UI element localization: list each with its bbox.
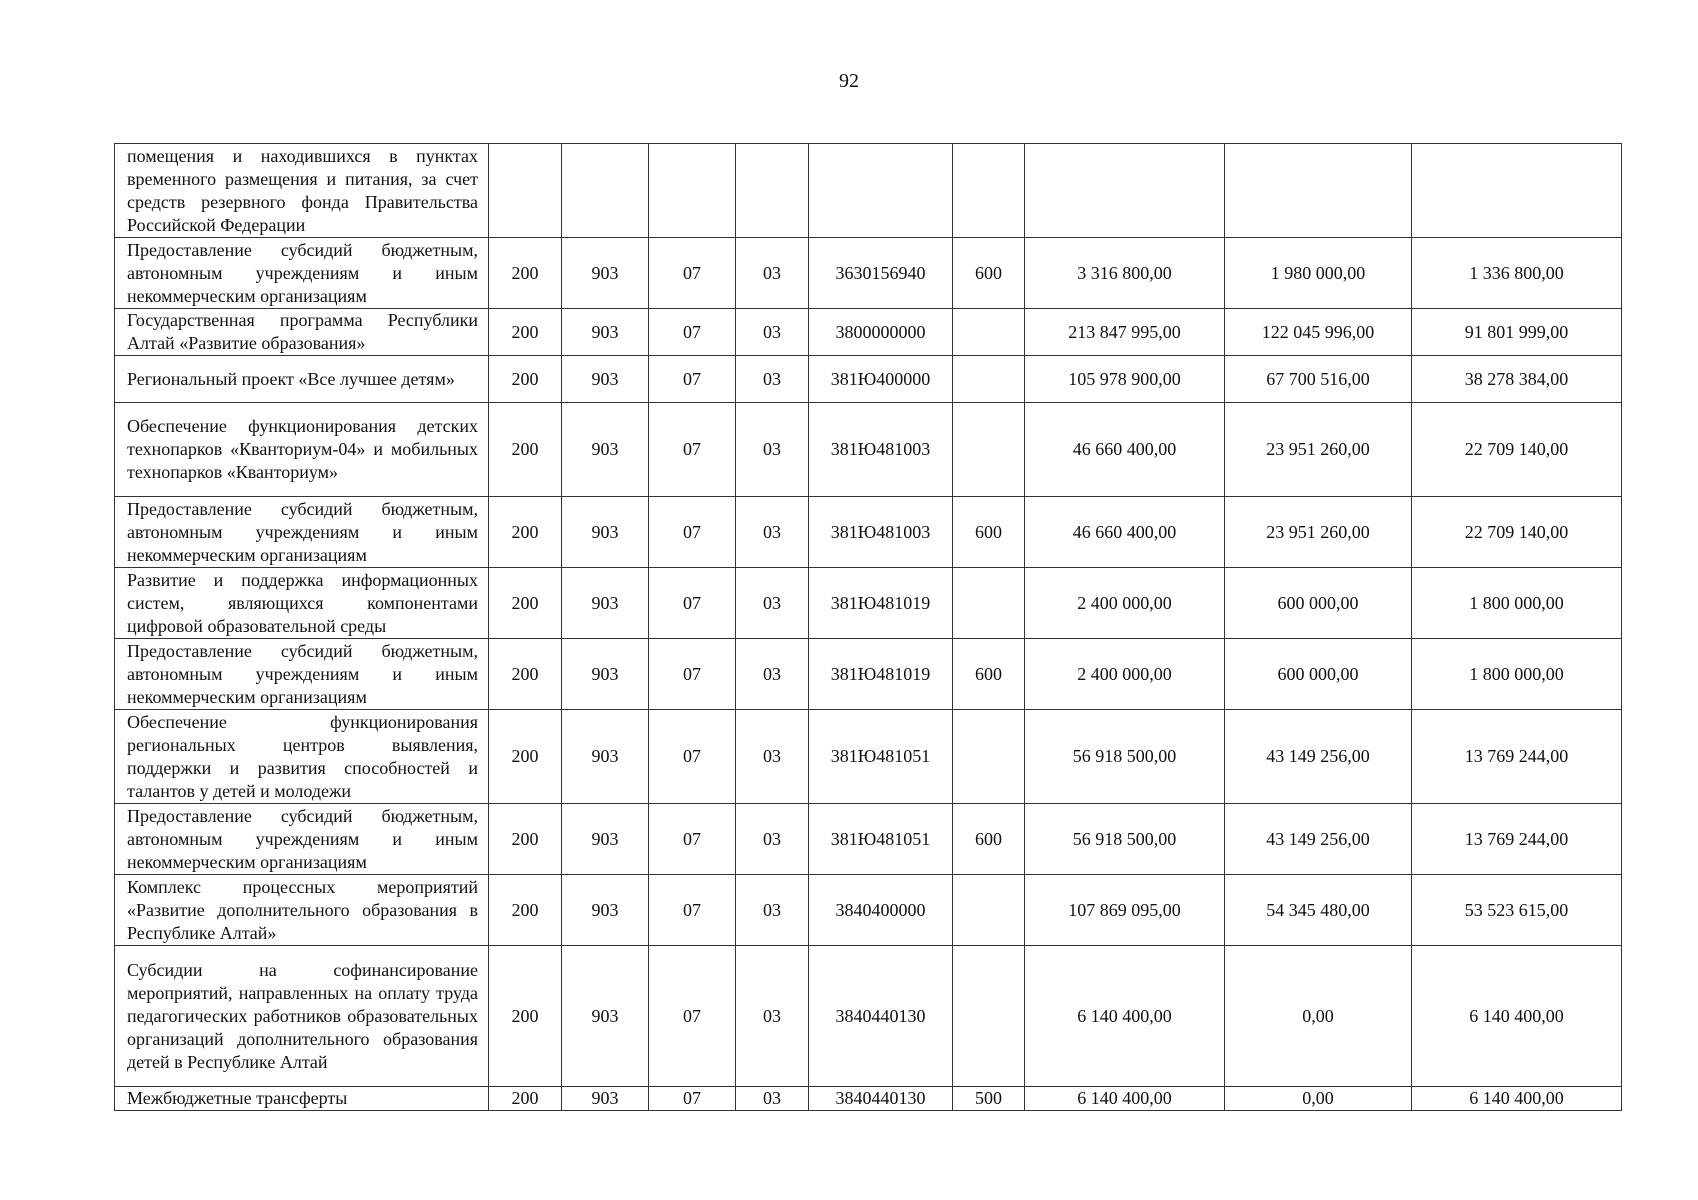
table-row	[115, 710, 1622, 804]
target-article-cell: 381Ю481003	[809, 403, 953, 497]
admin-code-cell: 200	[489, 568, 562, 639]
total-amount-cell: 46 660 400,00	[1025, 403, 1225, 497]
page-number: 92	[839, 70, 859, 92]
admin-code-cell	[489, 144, 562, 238]
section-code-cell: 07	[649, 804, 736, 875]
subsection-code-cell: 03	[736, 568, 809, 639]
amount-column-2-cell: 1 800 000,00	[1412, 568, 1622, 639]
table-row	[115, 804, 1622, 875]
total-amount-cell: 56 918 500,00	[1025, 804, 1225, 875]
department-code-cell: 903	[562, 309, 649, 356]
budget-table	[114, 143, 1622, 1111]
subsection-code-cell: 03	[736, 403, 809, 497]
target-article-cell: 381Ю481051	[809, 710, 953, 804]
admin-code-cell: 200	[489, 497, 562, 568]
department-code-cell: 903	[562, 238, 649, 309]
amount-column-1-cell: 23 951 260,00	[1225, 403, 1412, 497]
department-code-cell: 903	[562, 639, 649, 710]
table-row	[115, 403, 1622, 497]
department-code-cell: 903	[562, 804, 649, 875]
total-amount-cell: 2 400 000,00	[1025, 568, 1225, 639]
total-amount-cell: 2 400 000,00	[1025, 639, 1225, 710]
amount-column-1-cell: 600 000,00	[1225, 568, 1412, 639]
section-code-cell: 07	[649, 238, 736, 309]
amount-column-1-cell: 1 980 000,00	[1225, 238, 1412, 309]
table-row	[115, 1087, 1622, 1111]
row-description-cell: Предоставление субсидий бюджетным, автономным учреждениям и иным некоммерческим организациям	[115, 639, 489, 710]
total-amount-cell: 107 869 095,00	[1025, 875, 1225, 946]
admin-code-cell: 200	[489, 309, 562, 356]
admin-code-cell: 200	[489, 946, 562, 1087]
subsection-code-cell: 03	[736, 710, 809, 804]
subsection-code-cell: 03	[736, 356, 809, 403]
total-amount-cell: 105 978 900,00	[1025, 356, 1225, 403]
target-article-cell: 381Ю481019	[809, 568, 953, 639]
target-article-cell: 3630156940	[809, 238, 953, 309]
total-amount-cell: 6 140 400,00	[1025, 946, 1225, 1087]
section-code-cell: 07	[649, 710, 736, 804]
subsection-code-cell: 03	[736, 1087, 809, 1111]
row-description-cell: Обеспечение функционирования региональных центров выявления, поддержки и развития способностей и талантов у детей и молодежи	[115, 710, 489, 804]
section-code-cell: 07	[649, 403, 736, 497]
table-row	[115, 568, 1622, 639]
row-description-cell: Субсидии на софинансирование мероприятий, направленных на оплату труда педагогических работников образовательных организаций дополнительного образования детей в Республике Алтай	[115, 946, 489, 1087]
amount-column-2-cell: 13 769 244,00	[1412, 710, 1622, 804]
target-article-cell: 3840440130	[809, 1087, 953, 1111]
subsection-code-cell: 03	[736, 804, 809, 875]
department-code-cell: 903	[562, 875, 649, 946]
row-description-cell: Предоставление субсидий бюджетным, автономным учреждениям и иным некоммерческим организациям	[115, 804, 489, 875]
expense-type-cell	[953, 875, 1025, 946]
subsection-code-cell: 03	[736, 639, 809, 710]
row-description-cell: Обеспечение функционирования детских технопарков «Кванториум-04» и мобильных технопарков «Кванториум»	[115, 403, 489, 497]
amount-column-2-cell: 1 336 800,00	[1412, 238, 1622, 309]
subsection-code-cell: 03	[736, 238, 809, 309]
department-code-cell: 903	[562, 568, 649, 639]
table-row	[115, 946, 1622, 1087]
row-description-cell: помещения и находившихся в пунктах временного размещения и питания, за счет средств резервного фонда Правительства Российской Федерации	[115, 144, 489, 238]
expense-type-cell	[953, 309, 1025, 356]
amount-column-1-cell: 54 345 480,00	[1225, 875, 1412, 946]
total-amount-cell: 213 847 995,00	[1025, 309, 1225, 356]
target-article-cell: 3840400000	[809, 875, 953, 946]
amount-column-1-cell: 0,00	[1225, 1087, 1412, 1111]
total-amount-cell: 46 660 400,00	[1025, 497, 1225, 568]
department-code-cell: 903	[562, 946, 649, 1087]
amount-column-1-cell: 600 000,00	[1225, 639, 1412, 710]
expense-type-cell: 600	[953, 804, 1025, 875]
table-row	[115, 238, 1622, 309]
row-description-cell: Предоставление субсидий бюджетным, автономным учреждениям и иным некоммерческим организациям	[115, 497, 489, 568]
target-article-cell	[809, 144, 953, 238]
section-code-cell: 07	[649, 356, 736, 403]
subsection-code-cell: 03	[736, 875, 809, 946]
subsection-code-cell: 03	[736, 497, 809, 568]
target-article-cell: 381Ю481051	[809, 804, 953, 875]
amount-column-2-cell: 22 709 140,00	[1412, 497, 1622, 568]
amount-column-2-cell	[1412, 144, 1622, 238]
subsection-code-cell: 03	[736, 309, 809, 356]
row-description-cell: Развитие и поддержка информационных систем, являющихся компонентами цифровой образовательной среды	[115, 568, 489, 639]
table-row	[115, 639, 1622, 710]
target-article-cell: 3800000000	[809, 309, 953, 356]
table-body	[115, 144, 1622, 1111]
row-description-cell: Предоставление субсидий бюджетным, автономным учреждениям и иным некоммерческим организациям	[115, 238, 489, 309]
admin-code-cell: 200	[489, 639, 562, 710]
target-article-cell: 381Ю481003	[809, 497, 953, 568]
amount-column-2-cell: 91 801 999,00	[1412, 309, 1622, 356]
expense-type-cell	[953, 356, 1025, 403]
row-description-cell: Региональный проект «Все лучшее детям»	[115, 356, 489, 403]
section-code-cell: 07	[649, 875, 736, 946]
amount-column-2-cell: 6 140 400,00	[1412, 946, 1622, 1087]
row-description-cell: Межбюджетные трансферты	[115, 1087, 489, 1111]
department-code-cell: 903	[562, 710, 649, 804]
subsection-code-cell: 03	[736, 946, 809, 1087]
expense-type-cell	[953, 710, 1025, 804]
expense-type-cell: 600	[953, 238, 1025, 309]
admin-code-cell: 200	[489, 710, 562, 804]
table-row	[115, 309, 1622, 356]
row-description-cell: Государственная программа Республики Алтай «Развитие образования»	[115, 309, 489, 356]
admin-code-cell: 200	[489, 403, 562, 497]
amount-column-1-cell: 0,00	[1225, 946, 1412, 1087]
expense-type-cell	[953, 568, 1025, 639]
amount-column-2-cell: 38 278 384,00	[1412, 356, 1622, 403]
admin-code-cell: 200	[489, 356, 562, 403]
expense-type-cell	[953, 403, 1025, 497]
expense-type-cell: 600	[953, 497, 1025, 568]
table-row	[115, 356, 1622, 403]
section-code-cell	[649, 144, 736, 238]
department-code-cell: 903	[562, 1087, 649, 1111]
target-article-cell: 381Ю400000	[809, 356, 953, 403]
total-amount-cell: 6 140 400,00	[1025, 1087, 1225, 1111]
amount-column-1-cell: 23 951 260,00	[1225, 497, 1412, 568]
department-code-cell: 903	[562, 356, 649, 403]
total-amount-cell: 56 918 500,00	[1025, 710, 1225, 804]
expense-type-cell	[953, 144, 1025, 238]
amount-column-1-cell: 122 045 996,00	[1225, 309, 1412, 356]
amount-column-2-cell: 53 523 615,00	[1412, 875, 1622, 946]
department-code-cell: 903	[562, 497, 649, 568]
section-code-cell: 07	[649, 497, 736, 568]
subsection-code-cell	[736, 144, 809, 238]
amount-column-2-cell: 22 709 140,00	[1412, 403, 1622, 497]
admin-code-cell: 200	[489, 238, 562, 309]
section-code-cell: 07	[649, 639, 736, 710]
table-row	[115, 144, 1622, 238]
amount-column-2-cell: 1 800 000,00	[1412, 639, 1622, 710]
section-code-cell: 07	[649, 568, 736, 639]
amount-column-1-cell: 43 149 256,00	[1225, 804, 1412, 875]
table-row	[115, 497, 1622, 568]
amount-column-1-cell	[1225, 144, 1412, 238]
amount-column-2-cell: 13 769 244,00	[1412, 804, 1622, 875]
table-row	[115, 875, 1622, 946]
amount-column-2-cell: 6 140 400,00	[1412, 1087, 1622, 1111]
department-code-cell: 903	[562, 403, 649, 497]
amount-column-1-cell: 67 700 516,00	[1225, 356, 1412, 403]
target-article-cell: 381Ю481019	[809, 639, 953, 710]
target-article-cell: 3840440130	[809, 946, 953, 1087]
admin-code-cell: 200	[489, 804, 562, 875]
expense-type-cell	[953, 946, 1025, 1087]
expense-type-cell: 500	[953, 1087, 1025, 1111]
admin-code-cell: 200	[489, 875, 562, 946]
admin-code-cell: 200	[489, 1087, 562, 1111]
section-code-cell: 07	[649, 946, 736, 1087]
total-amount-cell	[1025, 144, 1225, 238]
expense-type-cell: 600	[953, 639, 1025, 710]
row-description-cell: Комплекс процессных мероприятий «Развитие дополнительного образования в Республике Алтай»	[115, 875, 489, 946]
section-code-cell: 07	[649, 1087, 736, 1111]
amount-column-1-cell: 43 149 256,00	[1225, 710, 1412, 804]
total-amount-cell: 3 316 800,00	[1025, 238, 1225, 309]
section-code-cell: 07	[649, 309, 736, 356]
department-code-cell	[562, 144, 649, 238]
